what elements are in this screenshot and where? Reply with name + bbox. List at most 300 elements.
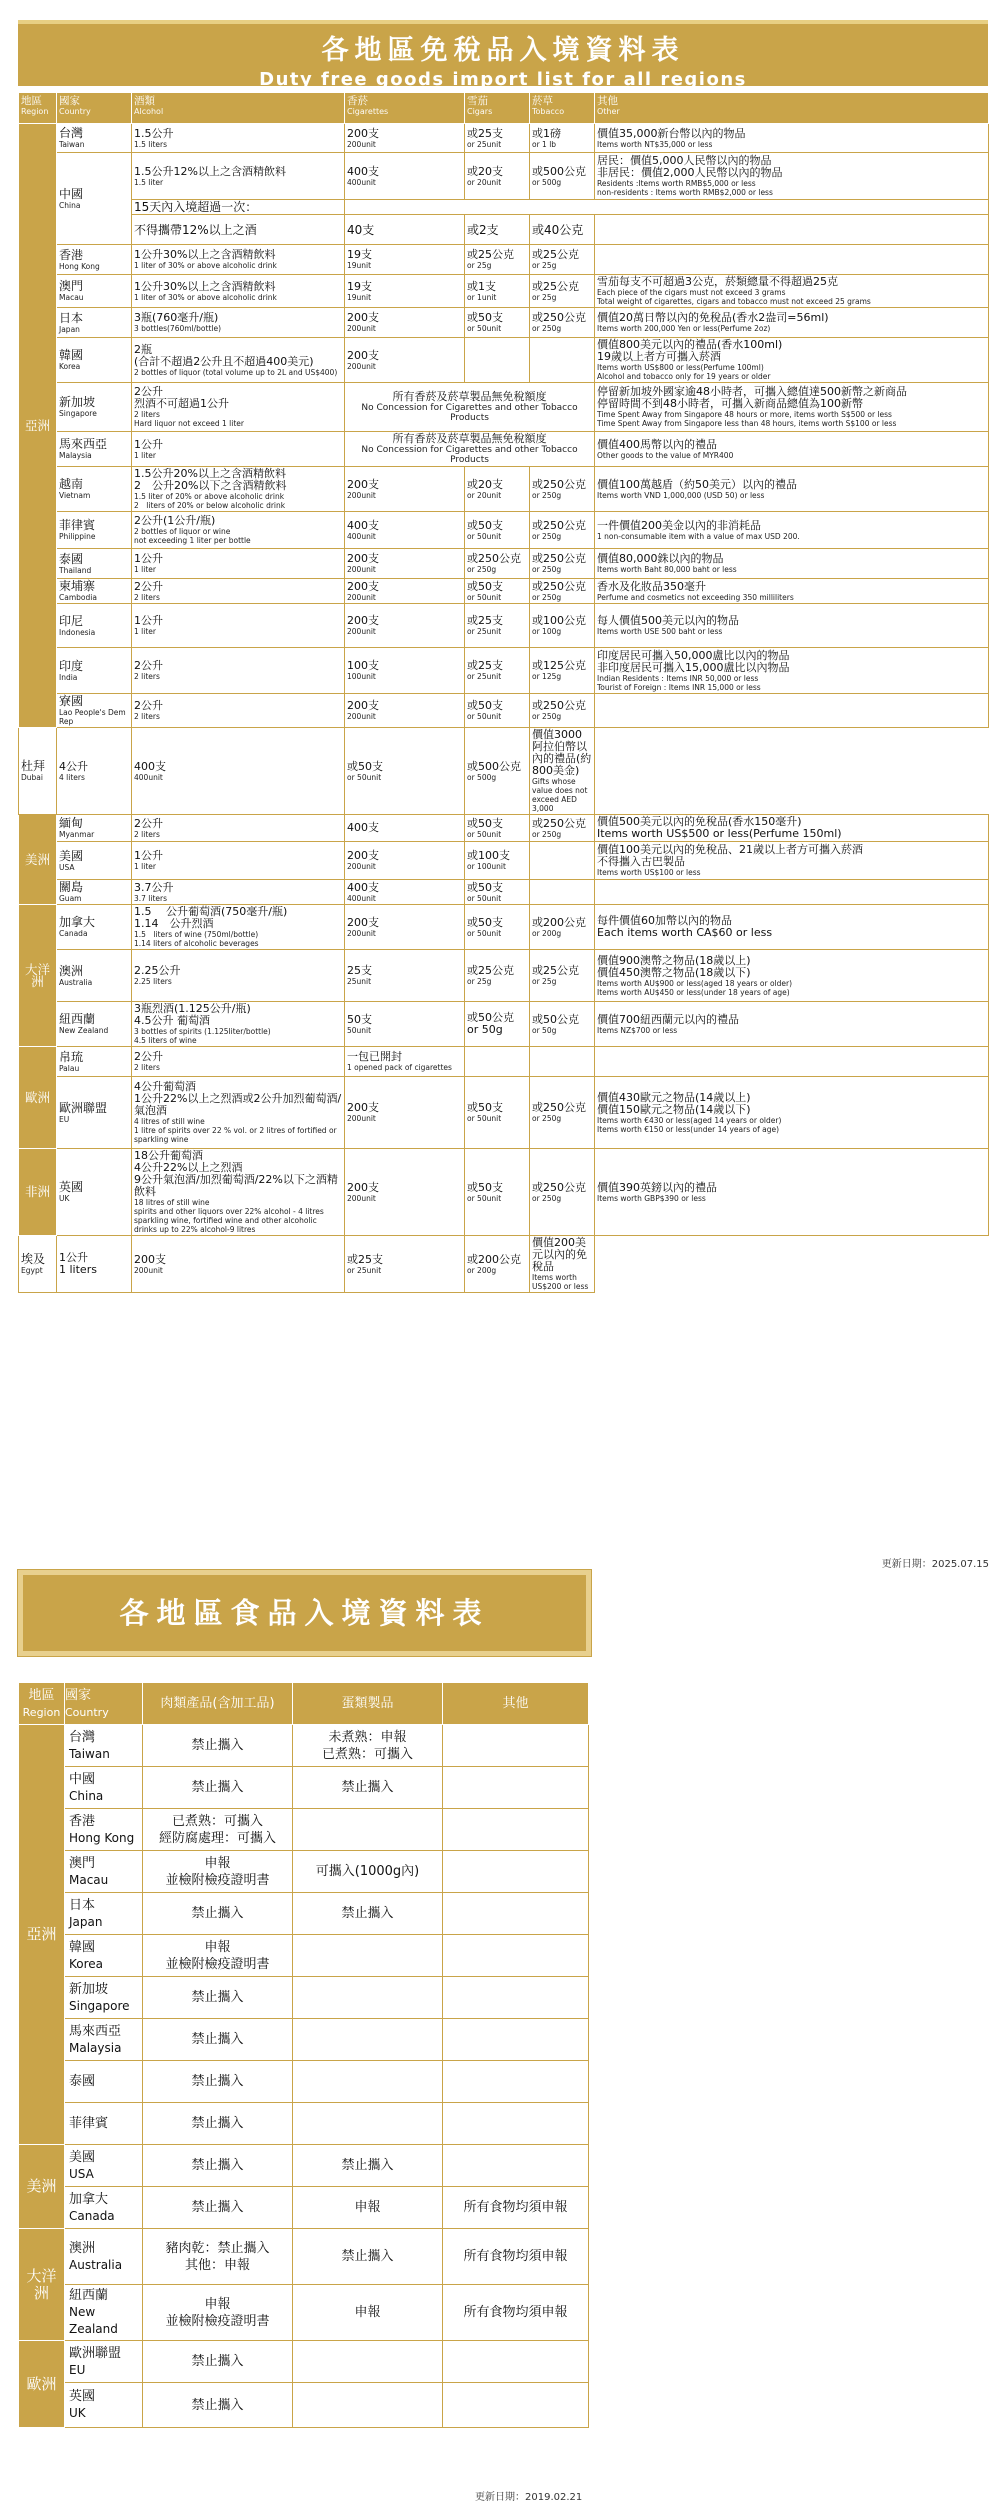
cell-en: Items worth NT$35,000 or less: [597, 139, 713, 149]
table-row: [19, 815, 989, 842]
other-cell: [530, 728, 595, 815]
cell-en: 1 non-consumable item with a value of max USD 200.: [597, 531, 800, 541]
tobacco-cell: [530, 338, 595, 383]
cell-en: or 50unit: [467, 324, 502, 333]
cell-main: 200支: [134, 1252, 166, 1266]
cell-main: 或250公克: [467, 552, 521, 565]
tobacco-cell: [530, 815, 595, 842]
header-other: 其他 Other: [595, 93, 989, 124]
cell-main: 紐西蘭: [59, 1012, 96, 1026]
cell-en: 200unit: [347, 592, 376, 602]
cigarettes-cell: [345, 950, 465, 1002]
table-row: [19, 432, 989, 467]
cigars-cell: [465, 338, 530, 383]
country-cell: [57, 467, 132, 512]
cell-en: Palau: [59, 1063, 80, 1073]
alcohol-cell: [132, 1077, 345, 1149]
cigarettes-cell: [345, 124, 465, 153]
cigarettes-cell: [132, 728, 345, 815]
country-zh: 泰國: [69, 2074, 96, 2089]
alcohol-cell: [132, 338, 345, 383]
cigarettes-cell: [345, 432, 595, 467]
region-cell: 歐洲: [19, 2341, 65, 2428]
cell-en: 25unit: [347, 977, 372, 986]
tobacco-cell: [530, 694, 595, 728]
cigarettes-cell: [345, 1002, 465, 1047]
meat-cell: 申報 並檢附檢疫證明書: [143, 1935, 293, 1977]
cell-main: 價值100萬越盾（約50美元）以內的禮品: [597, 477, 797, 491]
country-zh: 美國: [69, 2149, 96, 2165]
cell-en: or 50unit: [467, 712, 502, 721]
country-zh: 菲律賓: [69, 2116, 109, 2131]
cell-main: 美國: [59, 848, 84, 863]
cell-main: 或125公克: [532, 659, 586, 672]
region-cell: 美洲: [19, 2145, 65, 2229]
country-cell: [57, 842, 132, 880]
other-cell: [443, 1725, 589, 1767]
cell-en: Taiwan: [59, 140, 85, 149]
egg-cell: 未煮熟：申報 已煮熟：可攜入: [293, 1725, 443, 1767]
country-zh: 加拿大: [69, 2191, 109, 2207]
cell-main: 或100支: [467, 849, 510, 862]
meat-cell: 申報 並檢附檢疫證明書: [143, 2285, 293, 2341]
country-en: Japan: [69, 1914, 103, 1929]
country-cell: [57, 648, 132, 694]
cell-en: 2 bottles of liquor or wine not exceeding 1 liter per bottle: [134, 527, 251, 545]
cigars-cell: 或2支: [465, 215, 530, 245]
country-cell: [57, 1047, 132, 1077]
cell-en: China: [59, 200, 81, 210]
cell-main: 或100公克: [532, 614, 586, 627]
tobacco-cell: [530, 579, 595, 604]
cell-main: 價值390英鎊以內的禮品: [597, 1180, 717, 1194]
cigars-cell: [465, 694, 530, 728]
cell-main: 價值700紐西蘭元以內的禮品: [597, 1012, 739, 1026]
meat-cell: 禁止攜入: [143, 1725, 293, 1767]
country-cell: [65, 2103, 143, 2145]
meat-cell: 禁止攜入: [143, 1767, 293, 1809]
meat-cell: 禁止攜入: [143, 2383, 293, 2428]
cell-main: 或250公克: [532, 579, 586, 593]
cell-main: 50支: [347, 1012, 372, 1026]
alcohol-cell: [132, 432, 345, 467]
cell-en: USA: [59, 862, 75, 872]
country-cell: [19, 728, 57, 815]
cell-main: 或20支: [467, 477, 503, 491]
cigarettes-cell: [345, 1047, 465, 1077]
other-cell: [443, 2019, 589, 2061]
egg-cell: 可攜入(1000g內): [293, 1851, 443, 1893]
alcohol-cell: [132, 842, 345, 880]
cell-main: 2公升: [134, 1050, 163, 1063]
cell-main: 或50支: [347, 759, 383, 773]
food-row: [19, 2061, 589, 2103]
country-cell: [65, 1725, 143, 1767]
cell-main: 1.5 公升葡萄酒(750毫升/瓶) 1.14 公升烈酒: [134, 905, 288, 930]
table-row: [19, 880, 989, 905]
cell-main: 或250公克: [532, 477, 586, 491]
country-en: New Zealand: [69, 2305, 118, 2336]
country-cell: [65, 2145, 143, 2187]
cell-en: or 100g: [532, 627, 562, 636]
cell-en: 2 liters: [134, 829, 160, 839]
cell-en: or 125g: [532, 672, 562, 681]
cell-main: 200支: [347, 348, 379, 362]
country-cell: [57, 950, 132, 1002]
country-cell: [65, 2061, 143, 2103]
egg-cell: 禁止攜入: [293, 2145, 443, 2187]
country-en: Malaysia: [69, 2040, 122, 2055]
food-row: [19, 2187, 589, 2229]
meat-cell: 申報 並檢附檢疫證明書: [143, 1851, 293, 1893]
cell-en: 200unit: [347, 862, 376, 871]
cell-en: 200unit: [347, 1114, 376, 1123]
country-cell: [65, 2341, 143, 2383]
cell-main: 3瓶烈酒(1.125公升/瓶) 4.5公升 葡萄酒: [134, 1002, 251, 1027]
cell-en: or 250g: [532, 829, 562, 839]
cell-main: 或200公克: [532, 915, 586, 929]
meat-cell: 禁止攜入: [143, 2019, 293, 2061]
table-row: [19, 579, 989, 604]
cell-main: 或50支: [467, 1101, 503, 1114]
cell-en: 3.7 liters: [134, 893, 168, 903]
cigarettes-cell: [345, 1077, 465, 1149]
cell-main: 200支: [347, 849, 379, 862]
cell-main: 或50支: [467, 699, 503, 712]
cigars-cell: [465, 549, 530, 579]
country-cell: [57, 338, 132, 383]
meat-cell: 禁止攜入: [143, 2145, 293, 2187]
cell-main: 所有香菸及菸草製品無免稅額度: [392, 390, 547, 403]
cell-en: or 200g: [467, 1265, 497, 1275]
other-cell: [595, 815, 989, 842]
cell-main: 或250公克: [532, 552, 586, 565]
cigars-cell: [465, 604, 530, 648]
cell-main: 或250公克: [532, 1180, 586, 1194]
meat-cell: 禁止攜入: [143, 1977, 293, 2019]
cell-main: 2瓶 (合計不超過2公升且不超過400美元): [134, 342, 314, 368]
cell-main: 或25公克: [532, 964, 579, 977]
tobacco-cell: [530, 245, 595, 275]
cell-main: 馬來西亞: [59, 437, 108, 451]
cigarettes-cell: 40支: [345, 215, 465, 245]
country-cell: [65, 1767, 143, 1809]
alcohol-cell: [132, 549, 345, 579]
cell-en: 1.5 liter of 20% or above alcoholic drink 2 liters of 20% or below alcoholic drink: [134, 492, 286, 510]
region-cell: 非洲: [19, 1149, 57, 1236]
table-row: [19, 383, 989, 432]
cell-main: 英國: [59, 1180, 84, 1194]
table-row: [19, 467, 989, 512]
cell-en: 1 liter: [134, 862, 156, 871]
country-en: Macau: [69, 1872, 109, 1887]
country-cell: [65, 1851, 143, 1893]
other-cell: 所有食物均須申報: [443, 2187, 589, 2229]
alcohol-cell: [132, 950, 345, 1002]
cell-main: 價值200美元以內的免稅品: [532, 1236, 587, 1273]
cigarettes-cell: [345, 245, 465, 275]
country-cell: [65, 2285, 143, 2341]
country-cell: [57, 124, 132, 153]
cell-main: 菲律賓: [59, 518, 96, 532]
cigarettes-cell: [345, 1149, 465, 1236]
cell-main: 或50支: [467, 816, 503, 830]
alcohol-cell: [132, 245, 345, 275]
cell-en: Time Spent Away from Singapore 48 hours or more, items worth S$500 or less Time Spent Away from Singapore less than 48 hours, items worth S$100 or less: [597, 410, 897, 428]
empty-cell: [345, 200, 989, 215]
tobacco-cell: [530, 880, 595, 905]
cell-en: 1 liter: [134, 565, 156, 574]
cigarettes-cell: [345, 842, 465, 880]
country-zh: 澳門: [69, 1855, 96, 1871]
cell-main: 1公升: [134, 849, 163, 862]
cell-main: 或50支: [467, 518, 503, 532]
cell-main: 或200公克: [467, 1252, 521, 1266]
region-cell: 亞洲: [19, 1725, 65, 2145]
cigarettes-cell: [345, 383, 595, 432]
tobacco-cell: [530, 1047, 595, 1077]
cell-en: Items worth US$800 or less(Perfume 100ml) Alcohol and tobacco only for 19 years or older: [597, 363, 771, 381]
cell-main: 或25公克: [467, 964, 514, 977]
country-zh: 歐洲聯盟: [69, 2345, 122, 2361]
table-row: [19, 124, 989, 153]
country-en: Hong Kong: [69, 1830, 135, 1845]
other-cell: [530, 1236, 595, 1293]
cell-main: 歐洲聯盟: [59, 1100, 108, 1115]
cigarettes-cell: [345, 338, 465, 383]
country-en: UK: [69, 2406, 86, 2420]
country-cell: [57, 512, 132, 549]
tobacco-cell: [530, 512, 595, 549]
cell-main: 200支: [347, 614, 379, 627]
food-row: [19, 1809, 589, 1851]
cigarettes-cell: [345, 153, 465, 200]
cell-main: 或250公克: [532, 311, 586, 324]
cell-main: 1公升30%以上之含酒精飲料: [134, 248, 276, 261]
food-title-banner: 各地區食品入境資料表: [18, 1570, 591, 1656]
food-row: [19, 2145, 589, 2187]
cell-en: or 1 lb: [532, 139, 557, 149]
cell-main: 或25支: [467, 659, 503, 672]
dutyfree-title-en: Duty free goods import list for all regions: [259, 69, 747, 90]
other-cell: [595, 880, 989, 905]
table-row: [19, 604, 989, 648]
country-en: Korea: [69, 1956, 104, 1971]
cell-en: 1.5 liters of wine (750ml/bottle) 1.14 liters of alcoholic beverages: [134, 930, 259, 948]
cigarettes-cell: [345, 604, 465, 648]
food-row: [19, 2383, 589, 2428]
cell-en: or 50unit: [467, 592, 502, 602]
food-header-other: 其他: [443, 1683, 589, 1725]
other-cell: [595, 1047, 989, 1077]
table-row: [19, 338, 989, 383]
food-table: [18, 1682, 589, 2428]
cell-en: Items worth VND 1,000,000 (USD 50) or less: [597, 490, 765, 500]
meat-cell: 禁止攜入: [143, 2341, 293, 2383]
cell-main: 25支: [347, 964, 372, 977]
cell-main: 400支: [347, 164, 379, 178]
cell-main: 韓國: [59, 348, 84, 362]
cell-en: or 25g: [467, 261, 492, 270]
egg-cell: 申報: [293, 2187, 443, 2229]
country-cell: [57, 153, 132, 245]
egg-cell: [293, 2341, 443, 2383]
other-cell: [443, 2061, 589, 2103]
other-cell: [595, 153, 989, 200]
header-tobacco: 菸草 Tobacco: [530, 93, 595, 124]
table-row: [19, 694, 989, 728]
cell-main: 1公升 1 liters: [59, 1251, 97, 1276]
country-cell: [57, 579, 132, 604]
cell-en: or 250g: [467, 565, 497, 574]
food-header-country: 國家 Country: [65, 1683, 143, 1725]
cigarettes-cell: [345, 880, 465, 905]
egg-cell: [293, 2383, 443, 2428]
meat-cell: 禁止攜入: [143, 2061, 293, 2103]
country-cell: [65, 2019, 143, 2061]
cell-main: 1公升: [134, 437, 163, 451]
food-row: [19, 2019, 589, 2061]
other-cell: [595, 215, 989, 245]
cell-main: 杜拜: [21, 759, 46, 773]
cell-en: Indonesia: [59, 627, 96, 637]
cell-main: 日本: [59, 310, 84, 325]
country-cell: [65, 2383, 143, 2428]
other-cell: [595, 467, 989, 512]
cigarettes-cell: [345, 467, 465, 512]
tobacco-cell: [530, 950, 595, 1002]
alcohol-cell: [132, 1002, 345, 1047]
cigars-cell: [465, 648, 530, 694]
cell-main: 2公升: [134, 699, 163, 712]
cell-en: Dubai: [21, 773, 43, 782]
country-zh: 馬來西亞: [69, 2023, 122, 2039]
cigars-cell: [465, 153, 530, 200]
cell-main: 緬甸: [59, 816, 84, 830]
cigars-cell: [465, 579, 530, 604]
cell-en: 1.5 liters: [134, 139, 168, 149]
cell-en: 18 litres of still wine spirits and other liquors over 22% alcohol - 4 litres sparkling wine, fortified wine and other alcoholic drinks up to 22% alcohol-9 litres: [134, 1198, 324, 1234]
cell-main: 或25支: [467, 614, 503, 627]
cell-en: 1 liter of 30% or above alcoholic drink: [134, 292, 277, 302]
food-updated: 更新日期：2019.02.21: [475, 2492, 583, 2503]
cell-en: Residents :Items worth RMB$5,000 or less non-residents : Items worth RMB$2,000 or less: [597, 179, 773, 197]
cell-main: 或50支: [467, 579, 503, 593]
cell-main: 或250公克: [532, 816, 586, 830]
cell-en: 2 liters: [134, 1063, 160, 1072]
country-en: Taiwan: [69, 1746, 110, 1761]
egg-cell: 禁止攜入: [293, 1893, 443, 1935]
cell-main: 價值400馬幣以內的禮品: [597, 437, 717, 451]
table-row: [19, 215, 989, 245]
cell-main: 200支: [347, 311, 379, 324]
other-cell: [595, 1002, 989, 1047]
cell-en: Items worth 200,000 Yen or less(Perfume 2oz): [597, 324, 771, 333]
cell-main: 或50支: [467, 915, 503, 929]
cigarettes-cell: [345, 579, 465, 604]
alcohol-cell: [132, 604, 345, 648]
other-cell: [595, 694, 989, 728]
food-row: [19, 2341, 589, 2383]
cell-main: 新加坡: [59, 395, 96, 409]
country-cell: [57, 549, 132, 579]
table-row: [19, 245, 989, 275]
food-header-region: 地區 Region: [19, 1683, 65, 1725]
other-cell: [595, 308, 989, 338]
cell-main: 或25公克: [532, 248, 579, 261]
cell-en: Canada: [59, 929, 88, 938]
country-zh: 中國: [69, 1771, 96, 1787]
country-cell: [57, 245, 132, 275]
country-zh: 紐西蘭: [69, 2288, 109, 2303]
alcohol-cell: [132, 815, 345, 842]
cell-en: or 250g: [532, 1193, 562, 1203]
country-zh: 澳洲: [69, 2240, 96, 2256]
cell-en: Lao People's Dem Rep: [59, 708, 126, 726]
table-row: [19, 200, 989, 215]
cell-main: 19支: [347, 279, 372, 293]
food-row: [19, 2103, 589, 2145]
cell-main: 1.5公升12%以上之含酒精飲料: [134, 164, 286, 178]
cell-en: or 25g: [467, 977, 492, 986]
meat-cell: 禁止攜入: [143, 2187, 293, 2229]
cell-en: Singapore: [59, 409, 97, 418]
meat-cell: 已煮熟：可攜入 經防腐處理：可攜入: [143, 1809, 293, 1851]
cell-en: 200unit: [347, 490, 376, 500]
other-cell: [443, 2145, 589, 2187]
alcohol-cell: [132, 1047, 345, 1077]
alcohol-cell: 不得攜帶12%以上之酒: [132, 215, 345, 245]
cell-main: 價值20萬日幣以內的免稅品(香水2盎司=56ml): [597, 311, 829, 324]
cell-main: 或50支: [467, 1180, 503, 1194]
cell-en: 1 liter: [134, 627, 156, 636]
cell-en: 200unit: [347, 928, 376, 938]
tobacco-cell: 或40公克: [530, 215, 595, 245]
tobacco-cell: [530, 308, 595, 338]
country-zh: 英國: [69, 2389, 96, 2404]
cell-main: 400支: [347, 518, 379, 532]
cigarettes-cell: [345, 694, 465, 728]
cigars-cell: [465, 1077, 530, 1149]
country-cell: [65, 1893, 143, 1935]
cell-main: 或250公克: [532, 518, 586, 532]
header-cigarettes: 香菸 Cigarettes: [345, 93, 465, 124]
cell-main: 埃及: [21, 1252, 46, 1266]
cell-en: 19unit: [347, 261, 372, 270]
cell-en: Other goods to the value of MYR400: [597, 450, 734, 460]
cell-en: 2 bottles of liquor (total volume up to 2L and US$400): [134, 367, 338, 377]
header-cigars: 雪茄 Cigars: [465, 93, 530, 124]
cell-main: 19支: [347, 248, 372, 261]
country-cell: [57, 1149, 132, 1236]
cigars-cell: [465, 124, 530, 153]
cell-en: Korea: [59, 362, 81, 371]
cell-en: or 100unit: [467, 862, 506, 871]
cigars-cell: [465, 275, 530, 308]
alcohol-cell: [57, 1236, 132, 1293]
cell-main: 一件價值200美金以內的非消耗品: [597, 518, 761, 532]
cell-main: 印度居民可攜入50,000盧比以內的物品 非印度居民可攜入15,000盧比以內物品: [597, 648, 790, 674]
meat-cell: 禁止攜入: [143, 1893, 293, 1935]
food-row: [19, 2285, 589, 2341]
country-en: Singapore: [69, 1998, 130, 2013]
alcohol-cell: [132, 905, 345, 950]
cell-main: 價值900澳幣之物品(18歲以上) 價值450澳幣之物品(18歲以下): [597, 953, 751, 979]
cell-en: UK: [59, 1194, 70, 1203]
country-cell: [57, 1077, 132, 1149]
alcohol-cell: [132, 124, 345, 153]
cell-main: 或25公克: [467, 248, 514, 261]
